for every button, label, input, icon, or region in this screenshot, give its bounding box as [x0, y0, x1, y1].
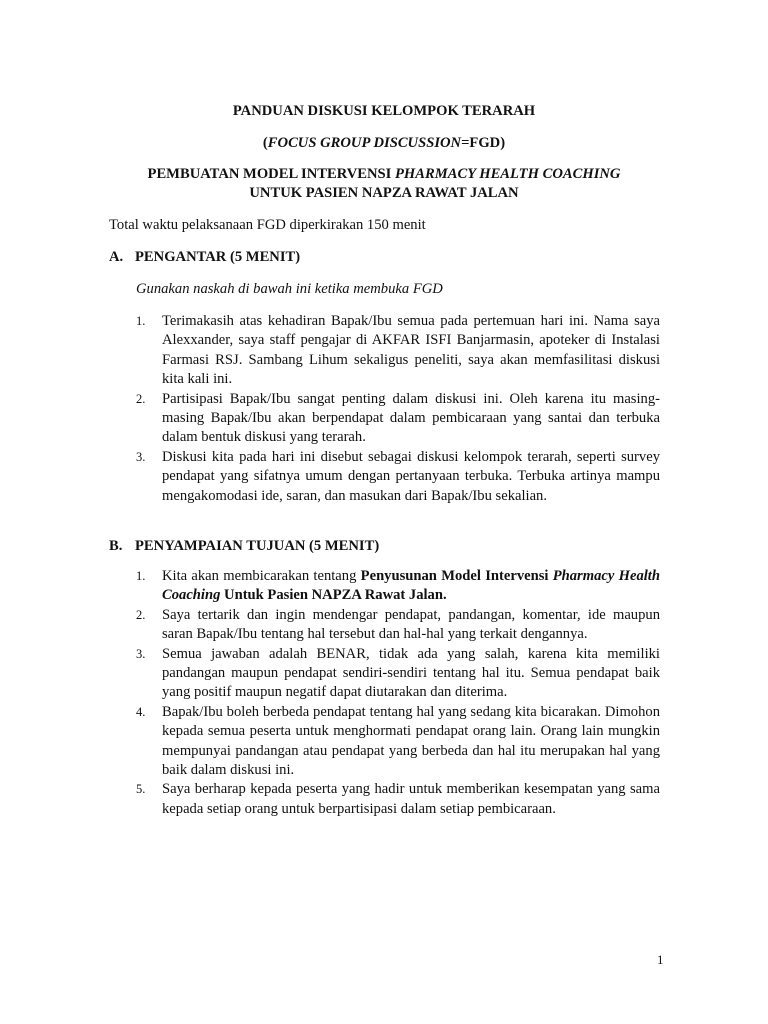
list-item: [136, 312, 660, 390]
list-item-number: 1.: [136, 314, 146, 328]
list-item: [136, 645, 660, 703]
list-item-plain: Kita akan membicarakan tentang: [162, 568, 361, 584]
list-item: [136, 780, 660, 819]
list-item: [136, 703, 660, 781]
section-b-letter: B.: [109, 538, 123, 554]
section-a-heading: [109, 248, 300, 267]
doc-topic-line1: [0, 165, 768, 184]
list-item-text: Terimakasih atas kehadiran Bapak/Ibu semua pada pertemuan hari ini. Nama saya Alexxander, saya staff pengajar di AKFAR ISFI Banjarmasin, apoteker di Instalasi Farmasi RSJ. Sambang Lihum sekaligus peneliti, saya akan memfasilitasi diskusi kita kali ini.: [162, 313, 660, 388]
list-item-number: 4.: [136, 704, 146, 719]
list-item-bold: Penyusunan Model Intervensi: [360, 568, 553, 584]
list-item-number: 3.: [136, 646, 146, 661]
section-b-list: [136, 567, 660, 819]
list-item-number: 3.: [136, 449, 146, 464]
list-item-bold-end: Untuk Pasien NAPZA Rawat Jalan.: [220, 587, 447, 604]
doc-topic-line2: UNTUK PASIEN NAPZA RAWAT JALAN: [249, 185, 519, 201]
topic-plain: PEMBUATAN MODEL INTERVENSI: [147, 166, 396, 182]
subtitle-italic: FOCUS GROUP DISCUSSION: [267, 135, 462, 151]
list-item: [136, 448, 660, 506]
section-a-title: PENGANTAR (5 MENIT): [135, 249, 301, 265]
page-number: 1: [657, 952, 664, 967]
list-item-text: Bapak/Ibu boleh berbeda pendapat tentang hal yang sedang kita bicarakan. Dimohon kepada semua peserta untuk menghormati pendapat orang lain. Orang lain mungkin mempunyai pandangan atau pendapat yang berbeda dan hal itu merupakan hal yang baik dalam diskusi ini.: [162, 703, 660, 779]
subtitle-rest: =FGD): [461, 135, 506, 151]
list-item: [136, 390, 660, 448]
list-item-number: 1.: [136, 569, 146, 583]
doc-title: PANDUAN DISKUSI KELOMPOK TERARAH: [232, 103, 536, 119]
section-b-title: PENYAMPAIAN TUJUAN (5 MENIT): [135, 538, 380, 554]
section-a-letter: A.: [109, 249, 124, 265]
list-item-text: Diskusi kita pada hari ini disebut sebagai diskusi kelompok terarah, seperti survey pendapat yang sifatnya umum dengan pertanyaan terbuka. Terbuka artinya mampu mengakomodasi ide, saran, dan masukan dari Bapak/Ibu sekalian.: [162, 448, 660, 504]
list-item-number: 2.: [136, 607, 146, 622]
list-item: [136, 606, 660, 645]
section-a-intro: Gunakan naskah di bawah ini ketika membuka FGD: [136, 281, 443, 297]
list-item-text: Semua jawaban adalah BENAR, tidak ada yang salah, karena kita memiliki pandangan maupun pendapat sendiri-sendiri tentang hal itu. Semua pendapat baik yang positif maupun negatif dapat diutarakan dan diterima.: [162, 645, 660, 701]
list-item-text: Saya tertarik dan ingin mendengar pendapat, pandangan, komentar, ide maupun saran Bapak/Ibu tentang hal tersebut dan hal-hal yang terkait dengannya.: [162, 606, 660, 643]
subtitle-open-paren: (: [262, 135, 268, 151]
list-item-bold-italic: Pharmacy Health Coaching: [162, 568, 660, 604]
section-a-list: [136, 312, 660, 506]
list-item: [136, 567, 660, 606]
list-item-text: Partisipasi Bapak/Ibu sangat penting dalam diskusi ini. Oleh karena itu masing-masing Bapak/Ibu akan berpendapat dalam pembicaraan yang santai dan terbuka dalam bentuk diskusi yang terarah.: [162, 390, 660, 446]
doc-subtitle: [0, 134, 768, 153]
total-time-text: Total waktu pelaksanaan FGD diperkirakan 150 menit: [109, 217, 426, 233]
list-item-number: 2.: [136, 391, 146, 406]
list-item-text: Saya berharap kepada peserta yang hadir untuk memberikan kesempatan yang sama kepada setiap orang untuk berpartisipasi dalam setiap pembicaraan.: [162, 781, 660, 817]
section-b-heading: [109, 537, 379, 556]
list-item-number: 5.: [136, 782, 146, 797]
topic-italic: PHARMACY HEALTH COACHING: [395, 166, 621, 182]
